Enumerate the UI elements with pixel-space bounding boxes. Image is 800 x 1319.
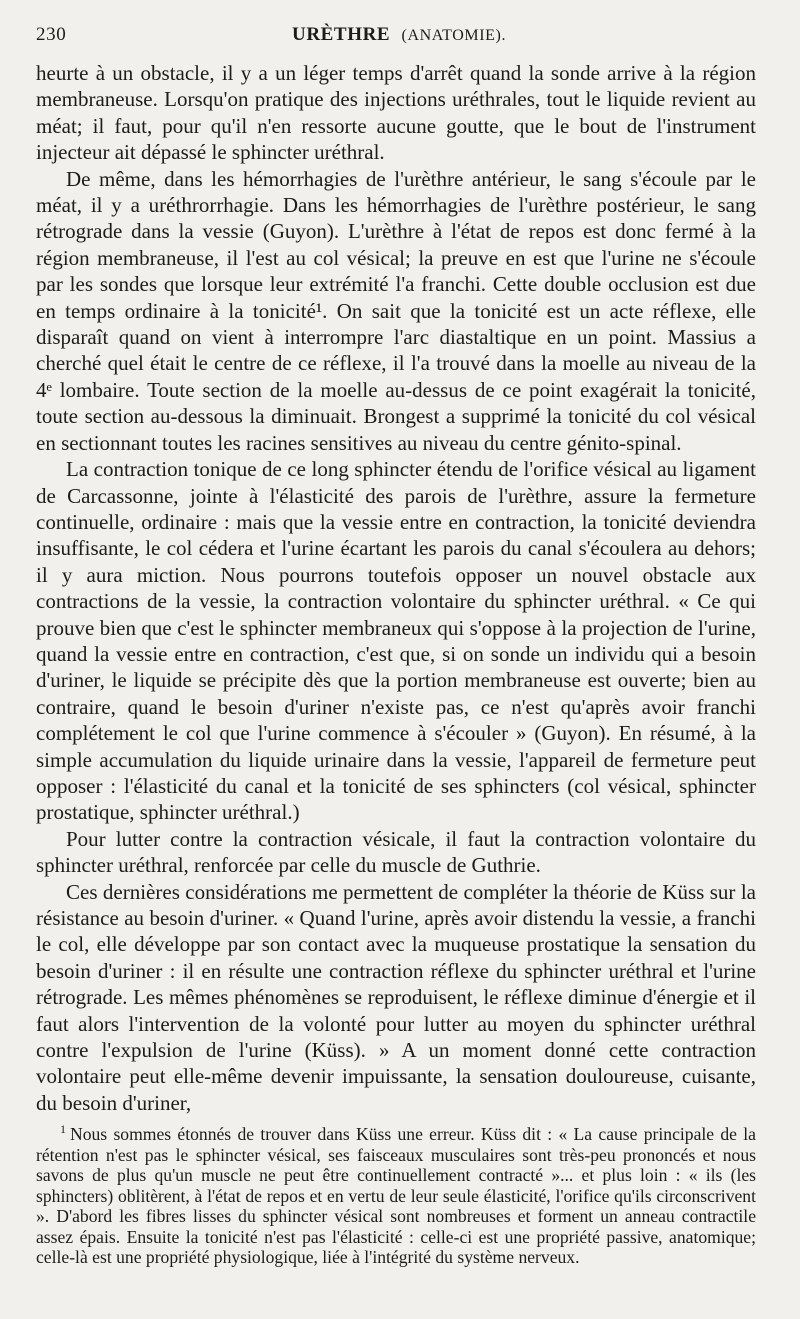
main-text — [36, 60, 756, 1116]
running-title — [292, 24, 506, 46]
paragraph: heurte à un obstacle, il y a un léger temps d'arrêt quand la sonde arrive à la région membraneuse. Lorsqu'on pratique des injections uréthrales, tout le liquide revient au méat; il faut, pour qu'il n'en ressorte aucune goutte, que le bout de l'instrument injecteur ait dépassé le sphincter uréthral. — [36, 61, 756, 165]
running-title-subtitle: (ANATOMIE). — [401, 27, 507, 44]
footnote-text: Nous sommes étonnés de trouver dans Küss une erreur. Küss dit : « La cause principale de la rétention n'est pas le sphincter vésical, ses faisceaux musculaires sont très-peu prononcés et nous savons de plus qu'un muscle ne peut être continuellement contracté »... et plus loin : « ils (les sphincters) oblitèrent, à l'état de repos et en vertu de leur seule élasticité, l'orifice qu'ils circonscrivent ». D'abord les fibres lisses du sphincter vésical sont nombreuses et forment un anneau contractile assez épais. Ensuite la tonicité n'est pas l'élasticité : celle-ci est une propriété passive, anatomique; celle-là est une propriété physiologique, liée à l'intégrité du système nerveux. — [36, 1124, 756, 1268]
paragraph: La contraction tonique de ce long sphincter étendu de l'orifice vésical au ligament de Carcassonne, jointe à l'élasticité des parois de l'urèthre, assure la fermeture continuelle, ordinaire : mais que la vessie entre en contraction, la tonicité deviendra insuffisante, le col cédera et l'urine écartant les parois du canal s'écoulera au dehors; il y aura miction. Nous pourrons toutefois opposer un nouvel obstacle aux contractions de la vessie, la contraction volontaire du sphincter uréthral. « Ce qui prouve bien que c'est le sphincter membraneux qui s'oppose à la projection de l'urine, quand la vessie entre en contraction, c'est que, si on sonde un individu qui a besoin d'uriner, le liquide se précipite dès que la portion membraneuse est ouverte; bien au contraire, quand le besoin d'uriner n'existe pas, ce n'est qu'après avoir franchi complétement le col que l'urine commence à s'écouler » (Guyon). En résumé, à la simple accumulation du liquide urinaire dans la vessie, l'appareil de fermeture peut opposer : l'élasticité du canal et la tonicité de ses sphincters (col vésical, sphincter prostatique, sphincter uréthral.) — [36, 457, 756, 825]
paragraph: De même, dans les hémorrhagies de l'urèthre antérieur, le sang s'écoule par le méat, il y a uréthrorrhagie. Dans les hémorrhagies de l'urèthre postérieur, le sang rétrograde dans la vessie (Guyon). L'urèthre à l'état de repos est donc fermé à la région membraneuse, il l'est au col vésical; la preuve en est que l'urine ne s'écoule par les sondes que lorsque leur extrémité l'a franchi. Cette double occlusion est due en temps ordinaire à la tonicité¹. On sait que la tonicité est un acte réflexe, elle disparaît quand on vient à interrompre l'arc diastaltique en un point. Massius a cherché quel était le centre de ce réflexe, il l'a trouvé dans la moelle au niveau de la 4ᵉ lombaire. Toute section de la moelle au-dessus de ce point exagérait la tonicité, toute section au-dessous la diminuait. Brongest a supprimé la tonicité du col vésical en sectionnant toutes les racines sensitives au niveau du centre génito-spinal. — [36, 166, 756, 455]
footnote — [36, 1124, 756, 1268]
footnote-mark: 1 — [60, 1122, 66, 1137]
page-number: 230 — [36, 24, 67, 45]
running-header — [36, 24, 756, 60]
running-title-main: URÈTHRE — [292, 24, 391, 45]
paragraph: Ces dernières considérations me permettent de compléter la théorie de Küss sur la résistance au besoin d'uriner. « Quand l'urine, après avoir distendu la vessie, a franchi le col, elle développe par son contact avec la muqueuse prostatique la sensation du besoin d'uriner : il en résulte une contraction réflexe du sphincter uréthral et l'urine rétrograde. Les mêmes phénomènes se reproduisent, le réflexe diminue d'énergie et il faut alors l'intervention de la volonté pour lutter au moyen du sphincter uréthral contre l'expulsion de l'urine (Küss). » A un moment donné cette contraction volontaire peut elle-même devenir impuissante, la sensation douloureuse, cuisante, du besoin d'uriner, — [36, 879, 756, 1115]
paragraph: Pour lutter contre la contraction vésicale, il faut la contraction volontaire du sphincter uréthral, renforcée par celle du muscle de Guthrie. — [36, 826, 756, 878]
footnotes — [36, 1124, 756, 1268]
